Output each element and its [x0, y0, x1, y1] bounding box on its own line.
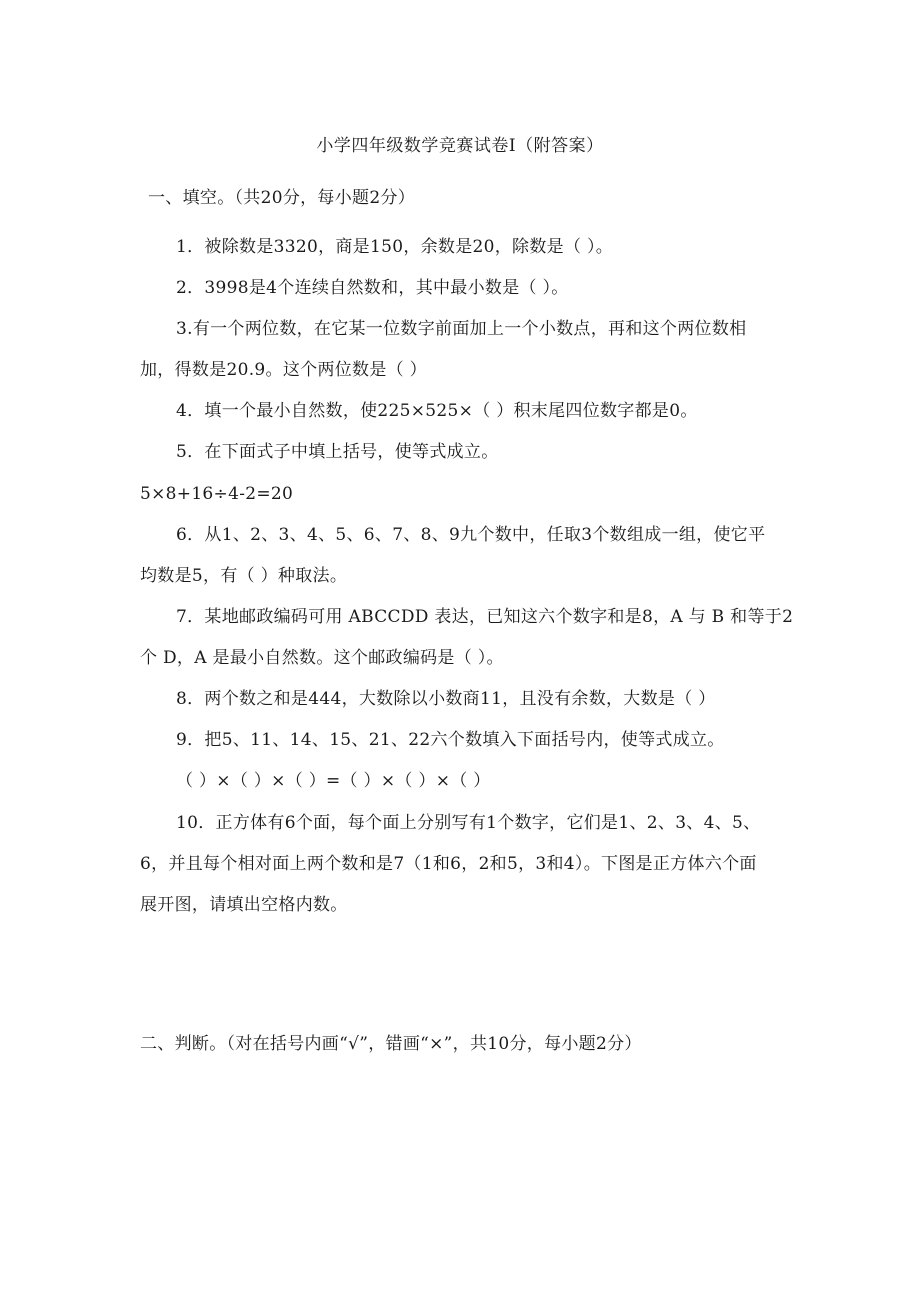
section-heading-true-false: 二、判断。（对在括号内画“√”，错画“×”，共10分，每小题2分）: [140, 1034, 642, 1054]
question-10-line-2: 6，并且每个相对面上两个数和是7（1和6，2和5，3和4）。下图是正方体六个面: [140, 854, 757, 874]
question-7-line-2: 个 D，A 是最小自然数。这个邮政编码是（ ）。: [140, 648, 504, 668]
question-5: 5．在下面式子中填上括号，使等式成立。: [176, 442, 499, 462]
question-4: 4．填一个最小自然数，使225×525×（ ）积末尾四位数字都是0。: [176, 401, 698, 421]
question-5-expression: 5×8+16÷4-2=20: [140, 484, 294, 504]
question-10-line-1: 10．正方体有6个面，每个面上分别写有1个数字，它们是1、2、3、4、5、: [176, 813, 761, 833]
page-title: 小学四年级数学竞赛试卷Ⅰ（附答案）: [316, 136, 604, 156]
question-3-line-2: 加，得数是20.9。这个两位数是（ ）: [140, 360, 427, 380]
question-6-line-2: 均数是5，有（ ）种取法。: [140, 566, 348, 586]
question-2: 2．3998是4个连续自然数和，其中最小数是（ ）。: [176, 278, 569, 298]
question-3-line-1: 3.有一个两位数，在它某一位数字前面加上一个小数点，再和这个两位数相: [176, 319, 747, 339]
question-8: 8．两个数之和是444，大数除以小数商11，且没有余数，大数是（ ）: [176, 689, 716, 709]
section-heading-fill-blank: 一、填空。（共20分，每小题2分）: [148, 188, 416, 208]
question-6-line-1: 6．从1、2、3、4、5、6、7、8、9九个数中，任取3个数组成一组，使它平: [176, 525, 766, 545]
question-9: 9．把5、11、14、15、21、22六个数填入下面括号内，使等式成立。: [176, 730, 725, 750]
question-7-line-1: 7．某地邮政编码可用 ABCCDD 表达，已知这六个数字和是8，A 与 B 和等于2: [176, 607, 794, 627]
question-10-line-3: 展开图，请填出空格内数。: [140, 895, 348, 915]
question-9-expression: （ ）×（ ）×（ ）=（ ）×（ ）×（ ）: [176, 771, 491, 791]
question-1: 1．被除数是3320，商是150，余数是20，除数是（ ）。: [176, 237, 614, 257]
